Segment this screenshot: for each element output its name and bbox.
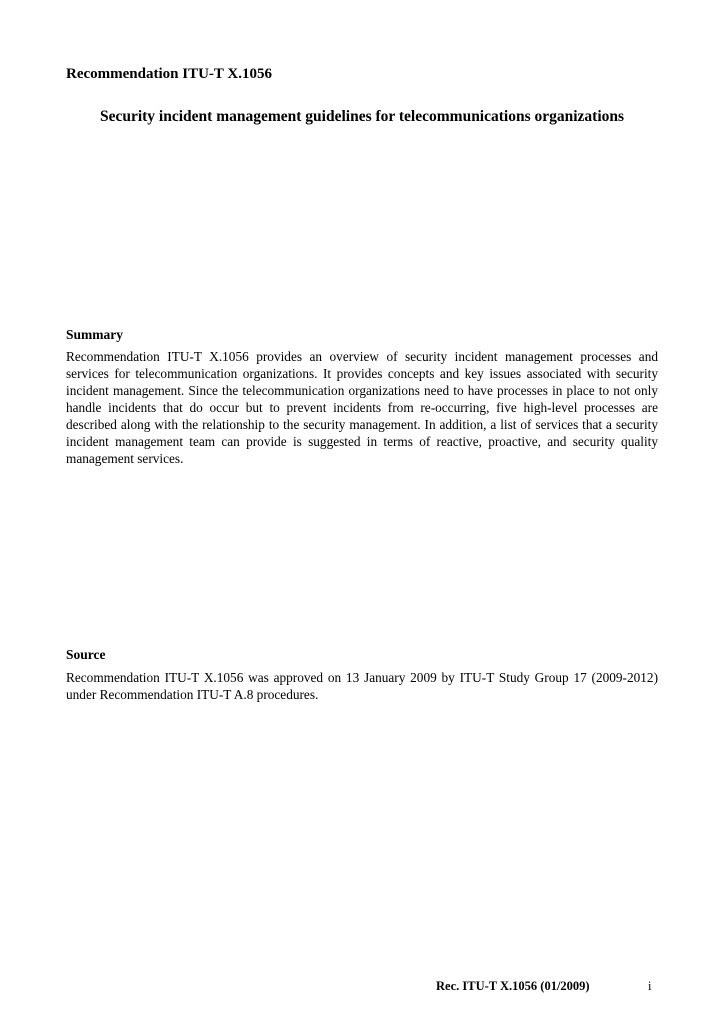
footer-reference: Rec. ITU-T X.1056 (01/2009) bbox=[436, 979, 590, 993]
summary-heading: Summary bbox=[66, 327, 123, 342]
document-title: Security incident management guidelines for telecommunications organizations bbox=[99, 108, 625, 125]
source-heading: Source bbox=[66, 647, 106, 662]
source-body: Recommendation ITU-T X.1056 was approved on 13 January 2009 by ITU-T Study Group 17 (2009-2012) under Recommendation ITU-T A.8 procedures. bbox=[66, 670, 658, 702]
page-number: i bbox=[648, 979, 652, 993]
recommendation-id: Recommendation ITU-T X.1056 bbox=[66, 66, 272, 82]
summary-body: Recommendation ITU-T X.1056 provides an overview of security incident management processes and services for telecommunication organizations. It provides concepts and key issues associated with security incident management. Since the telecommunication organizations need to have processes in place to not only handle incidents that do occur but to prevent incidents from re-occurring, five high-level processes are described along with the relationship to the security management. In addition, a list of services that a security incident management team can provide is suggested in terms of reactive, proactive, and security quality management services. bbox=[66, 349, 658, 466]
